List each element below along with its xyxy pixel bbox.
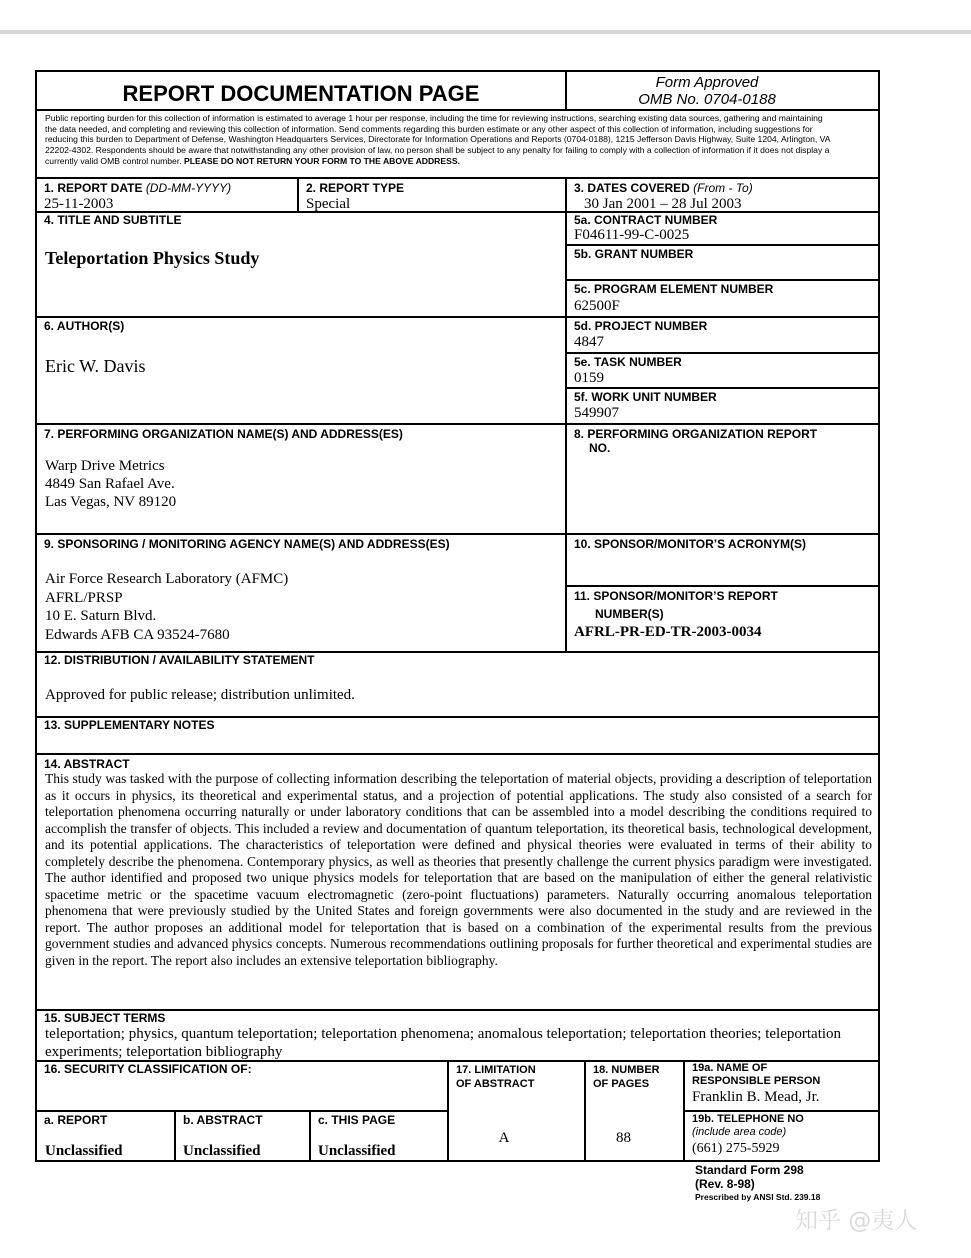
title-label: 4. TITLE AND SUBTITLE xyxy=(44,213,182,227)
supplementary-label: 13. SUPPLEMENTARY NOTES xyxy=(44,718,215,732)
performing-org-line: 4849 San Rafael Ave. xyxy=(45,476,175,492)
telephone-cell xyxy=(683,1110,878,1162)
report-date-label: 1. REPORT DATE (DD-MM-YYYY) xyxy=(44,181,232,195)
program-element-label: 5c. PROGRAM ELEMENT NUMBER xyxy=(574,282,774,296)
grant-number-label: 5b. GRANT NUMBER xyxy=(574,247,694,261)
pages-value: 88 xyxy=(616,1130,631,1146)
responsible-person-cell xyxy=(683,1060,878,1110)
report-date-cell xyxy=(37,177,297,211)
omb-number: OMB No. 0704-0188 xyxy=(638,91,776,108)
sponsoring-agency-line: Edwards AFB CA 93524-7680 xyxy=(45,626,230,643)
report-type-label: 2. REPORT TYPE xyxy=(306,181,405,195)
telephone-label: 19b. TELEPHONE NO xyxy=(692,1113,804,1125)
performing-org-label: 7. PERFORMING ORGANIZATION NAME(S) AND ADDRESS(ES) xyxy=(44,427,403,441)
project-number-cell xyxy=(565,316,878,352)
footer-prescribed: Prescribed by ANSI Std. 239.18 xyxy=(695,1192,821,1202)
sponsor-report-label-2: NUMBER(S) xyxy=(595,607,664,621)
supplementary-cell xyxy=(37,716,878,753)
burden-notice xyxy=(45,113,835,167)
program-element-cell xyxy=(565,279,878,316)
title-cell xyxy=(37,211,565,316)
abstract-cell xyxy=(37,753,878,1009)
abstract-classification-value: Unclassified xyxy=(183,1143,261,1159)
work-unit-value: 549907 xyxy=(574,405,619,421)
responsible-person-value: Franklin B. Mead, Jr. xyxy=(692,1089,820,1105)
performing-report-label: 8. PERFORMING ORGANIZATION REPORT xyxy=(574,427,818,441)
burden-notice-cell xyxy=(37,109,878,177)
work-unit-label: 5f. WORK UNIT NUMBER xyxy=(574,390,717,404)
responsible-person-label: 19a. NAME OF xyxy=(692,1062,768,1074)
burden-notice-text: Public reporting burden for this collection of information is estimated to average 1 hour per response, including the time for reviewing instructions, searching existing data sources, gathering and maintaining the data needed, and completing and reviewing this collection of information. Send comments regarding this burden estimate or any other aspect of this collection of information, including suggestions for reducing this burden to Department of Defense, Washington Headquarters Services, Directorate for Information Operations and Reports (0704-0188), 1215 Jefferson Davis Highway, Suite 1204, Arlington, VA 22202-4302. Respondents should be aware that notwithstanding any other provision of law, no person shall be subject to any penalty for failing to comply with a collection of information if it does not display a currently valid OMB control number. xyxy=(45,113,831,166)
pages-label-2: OF PAGES xyxy=(593,1078,650,1090)
limitation-value: A xyxy=(498,1130,510,1146)
subject-terms-label: 15. SUBJECT TERMS xyxy=(44,1011,166,1025)
report-documentation-form xyxy=(35,70,880,1162)
authors-label: 6. AUTHOR(S) xyxy=(44,319,125,333)
page-classification-value: Unclassified xyxy=(318,1143,396,1159)
telephone-hint: (include area code) xyxy=(692,1126,787,1138)
contract-number-label: 5a. CONTRACT NUMBER xyxy=(574,213,718,227)
page-classification-label: c. THIS PAGE xyxy=(318,1113,396,1127)
project-number-value: 4847 xyxy=(574,334,604,350)
authors-value: Eric W. Davis xyxy=(45,356,146,376)
distribution-value: Approved for public release; distribution unlimited. xyxy=(45,687,355,703)
task-number-value: 0159 xyxy=(574,370,604,386)
limitation-cell xyxy=(447,1060,584,1162)
project-number-label: 5d. PROJECT NUMBER xyxy=(574,319,708,333)
sponsor-report-label: 11. SPONSOR/MONITOR’S REPORT xyxy=(574,589,778,603)
program-element-value: 62500F xyxy=(574,298,620,314)
security-classification-label: 16. SECURITY CLASSIFICATION OF: xyxy=(44,1062,252,1076)
pages-cell xyxy=(584,1060,683,1162)
performing-org-cell xyxy=(37,423,565,533)
performing-org-line: Warp Drive Metrics xyxy=(45,458,165,474)
distribution-cell xyxy=(37,651,878,716)
task-number-cell xyxy=(565,352,878,387)
top-divider xyxy=(0,30,971,34)
subject-terms-cell xyxy=(37,1009,878,1060)
page-classification-cell xyxy=(309,1110,447,1162)
performing-report-label-2: NO. xyxy=(589,441,611,455)
sponsoring-agency-address xyxy=(45,570,288,644)
report-date-value: 25-11-2003 xyxy=(44,196,114,212)
contract-number-value: F04611-99-C-0025 xyxy=(574,227,690,243)
report-type-value: Special xyxy=(306,196,351,212)
burden-notice-emphasis: PLEASE DO NOT RETURN YOUR FORM TO THE ABOVE ADDRESS. xyxy=(184,155,460,166)
limitation-label: 17. LIMITATION xyxy=(456,1064,536,1076)
telephone-value: (661) 275-5929 xyxy=(692,1141,780,1156)
form-approved-label: Form Approved xyxy=(655,74,759,91)
abstract-classification-label: b. ABSTRACT xyxy=(183,1113,263,1127)
contract-number-cell xyxy=(565,211,878,244)
authors-cell xyxy=(37,316,565,423)
watermark: 知乎 @夷人 xyxy=(795,1208,918,1234)
dates-covered-label: 3. DATES COVERED (From - To) xyxy=(574,181,753,195)
sponsoring-agency-cell xyxy=(37,533,565,651)
subject-terms-value: teleportation; physics, quantum teleportation; teleportation phenomena; anomalous teleportation; teleportation theories; teleportation experiments; teleportation bibliography xyxy=(45,1026,842,1060)
sponsor-report-cell xyxy=(565,585,878,651)
report-type-cell xyxy=(297,177,565,211)
security-classification-cell xyxy=(37,1060,447,1110)
report-classification-cell xyxy=(37,1110,174,1162)
form-title-cell xyxy=(37,72,565,109)
footer-form-name: Standard Form 298 xyxy=(695,1163,804,1177)
grant-number-cell xyxy=(565,244,878,279)
abstract-text: This study was tasked with the purpose of collecting information describing the teleportation of material objects, providing a description of teleportation as it occurs in physics, its theoretical and experimental status, and a projection of potential applications. The study also consisted of a search for teleportation phenomena occurring naturally or under laboratory conditions that can be assembled into a model describing the conditions required to accomplish the transfer of objects. This included a review and documentation of quantum teleportation, its theoretical basis, technological development, and its potential applications. The characteristics of teleportation were defined and physical theories were evaluated in terms of their ability to completely describe the phenomena. Contemporary physics, as well as theories that presently challenge the current physics paradigm were investigated. The author identified and proposed two unique physics models for teleportation that are based on the manipulation of either the general relativistic spacetime metric or the spacetime vacuum electromagnetic (zero-point fluctuations) parameters. Naturally occurring anomalous teleportation phenomena that were previously studied by the United States and foreign governments were also documented in the study and are reviewed in the report. The author proposes an additional model for teleportation that is based on a combination of the experimental results from the previous government studies and advanced physics concepts. Numerous recommendations outlining proposals for further theoretical and experimental studies are given in the report. The report also includes an extensive teleportation bibliography. xyxy=(45,771,872,968)
pages-label: 18. NUMBER xyxy=(593,1064,660,1076)
report-classification-label: a. REPORT xyxy=(44,1113,108,1127)
report-classification-value: Unclassified xyxy=(45,1143,123,1159)
performing-org-address xyxy=(45,457,176,511)
performing-report-cell xyxy=(565,423,878,533)
limitation-label-2: OF ABSTRACT xyxy=(456,1078,535,1090)
standard-form-footer xyxy=(695,1163,820,1203)
responsible-person-label-2: RESPONSIBLE PERSON xyxy=(692,1075,821,1087)
distribution-label: 12. DISTRIBUTION / AVAILABILITY STATEMENT xyxy=(44,653,315,667)
dates-covered-value: 30 Jan 2001 – 28 Jul 2003 xyxy=(584,196,742,212)
sponsor-acronym-cell xyxy=(565,533,878,585)
task-number-label: 5e. TASK NUMBER xyxy=(574,355,682,369)
sponsoring-agency-line: Air Force Research Laboratory (AFMC) xyxy=(45,571,289,587)
sponsor-acronym-label: 10. SPONSOR/MONITOR’S ACRONYM(S) xyxy=(574,537,807,551)
dates-covered-cell xyxy=(565,177,878,211)
abstract-label: 14. ABSTRACT xyxy=(44,757,130,771)
abstract-classification-cell xyxy=(174,1110,309,1162)
sponsoring-agency-line: 10 E. Saturn Blvd. xyxy=(45,608,157,624)
sponsoring-agency-line: AFRL/PRSP xyxy=(45,589,123,606)
performing-org-line: Las Vegas, NV 89120 xyxy=(45,494,177,510)
work-unit-cell xyxy=(565,387,878,423)
footer-revision: (Rev. 8-98) xyxy=(695,1177,755,1191)
sponsor-report-value: AFRL-PR-ED-TR-2003-0034 xyxy=(574,624,762,640)
form-title: REPORT DOCUMENTATION PAGE xyxy=(122,81,480,106)
form-approval-cell xyxy=(565,72,880,109)
title-value: Teleportation Physics Study xyxy=(45,248,260,268)
sponsoring-agency-label: 9. SPONSORING / MONITORING AGENCY NAME(S) AND ADDRESS(ES) xyxy=(44,537,450,551)
